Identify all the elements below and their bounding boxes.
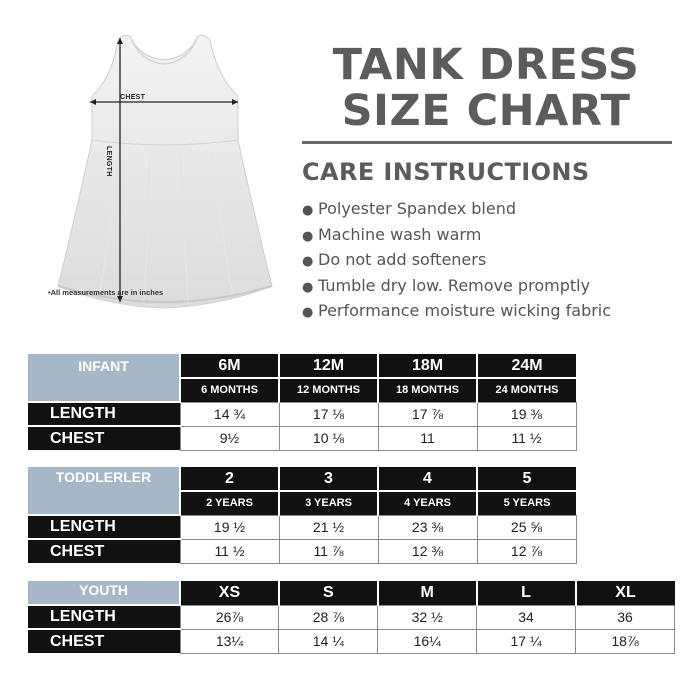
length-value: 19 ½ <box>180 515 279 539</box>
size-subheader: 12 MONTHS <box>279 378 378 402</box>
infant-size-table <box>28 354 675 451</box>
care-item: ● Performance moisture wicking fabric <box>302 300 611 326</box>
chest-value: 12 ⅞ <box>477 539 576 563</box>
size-header: M <box>378 581 477 605</box>
size-header: 5 <box>477 467 576 491</box>
length-value: 28 ⅞ <box>279 605 378 629</box>
title-line-2: SIZE CHART <box>341 86 631 136</box>
empty-cell <box>576 515 675 539</box>
empty-cell <box>576 402 675 426</box>
length-value: 14 ¾ <box>180 402 279 426</box>
empty-cell <box>576 491 675 515</box>
chest-value: 11 ½ <box>477 426 576 450</box>
size-header: XS <box>180 581 279 605</box>
size-header: XL <box>576 581 675 605</box>
chest-value: 11 <box>378 426 477 450</box>
chest-row-label: CHEST <box>28 426 180 450</box>
empty-cell <box>576 426 675 450</box>
bullet-icon: ● <box>302 305 314 320</box>
size-header: 12M <box>279 354 378 378</box>
chest-value: 16¼ <box>378 629 477 653</box>
size-header: 24M <box>477 354 576 378</box>
label-fill <box>28 378 180 402</box>
size-header: 2 <box>180 467 279 491</box>
size-header: S <box>279 581 378 605</box>
length-value: 34 <box>477 605 576 629</box>
length-measure-label: LENGTH <box>105 146 112 177</box>
empty-cell <box>576 539 675 563</box>
length-row-label: LENGTH <box>28 605 180 629</box>
chest-value: 10 ⅛ <box>279 426 378 450</box>
empty-cell <box>576 378 675 402</box>
care-item: ● Tumble dry low. Remove promptly <box>302 275 611 301</box>
bullet-icon: ● <box>302 203 314 218</box>
youth-size-table <box>28 581 675 654</box>
length-value: 23 ⅜ <box>378 515 477 539</box>
empty-cell <box>576 354 675 378</box>
size-header: 6M <box>180 354 279 378</box>
bullet-icon: ● <box>302 228 314 244</box>
size-header: 3 <box>279 467 378 491</box>
size-subheader: 4 YEARS <box>378 491 477 515</box>
chest-value: 12 ⅜ <box>378 539 477 563</box>
size-subheader: 2 YEARS <box>180 491 279 515</box>
chest-value: 13¼ <box>180 629 279 653</box>
chest-measure-label: CHEST <box>120 94 146 101</box>
chest-row-label: CHEST <box>28 539 180 563</box>
toddler-size-table <box>28 467 675 564</box>
chest-value: 18⅞ <box>576 629 675 653</box>
size-header: 4 <box>378 467 477 491</box>
dress-image <box>40 28 290 318</box>
care-item: ● Machine wash warm <box>302 224 611 250</box>
care-item: ● Polyester Spandex blend <box>302 198 611 224</box>
size-subheader: 6 MONTHS <box>180 378 279 402</box>
chest-value: 9½ <box>180 426 279 450</box>
length-value: 19 ⅜ <box>477 402 576 426</box>
size-subheader: 5 YEARS <box>477 491 576 515</box>
youth-group-label: YOUTH <box>28 581 180 605</box>
dress-illustration <box>40 28 290 328</box>
length-value: 36 <box>576 605 675 629</box>
length-value: 21 ½ <box>279 515 378 539</box>
length-value: 17 ⅛ <box>279 402 378 426</box>
size-subheader: 24 MONTHS <box>477 378 576 402</box>
title-line-1: TANK DRESS <box>332 40 640 90</box>
chest-value: 11 ⅞ <box>279 539 378 563</box>
care-list <box>302 198 611 326</box>
chest-row-label: CHEST <box>28 629 180 653</box>
chest-value: 11 ½ <box>180 539 279 563</box>
bullet-icon: ● <box>302 254 314 269</box>
length-value: 26⅞ <box>180 605 279 629</box>
empty-cell <box>576 467 675 491</box>
toddler-group-label: TODDLERLER <box>28 467 180 491</box>
length-value: 17 ⅞ <box>378 402 477 426</box>
length-value: 25 ⅝ <box>477 515 576 539</box>
length-value: 32 ½ <box>378 605 477 629</box>
measurement-note: •All measurements are in inches <box>48 288 164 297</box>
size-header: L <box>477 581 576 605</box>
label-fill <box>28 491 180 515</box>
care-heading: CARE INSTRUCTIONS <box>302 158 590 186</box>
bullet-icon: ● <box>302 279 314 295</box>
infant-group-label: INFANT <box>28 354 180 378</box>
length-row-label: LENGTH <box>28 515 180 539</box>
chest-value: 14 ¼ <box>279 629 378 653</box>
title-divider <box>302 141 672 144</box>
page-title <box>300 42 672 134</box>
size-subheader: 3 YEARS <box>279 491 378 515</box>
length-row-label: LENGTH <box>28 402 180 426</box>
care-item: ● Do not add softeners <box>302 249 611 275</box>
chest-value: 17 ¼ <box>477 629 576 653</box>
size-subheader: 18 MONTHS <box>378 378 477 402</box>
size-header: 18M <box>378 354 477 378</box>
